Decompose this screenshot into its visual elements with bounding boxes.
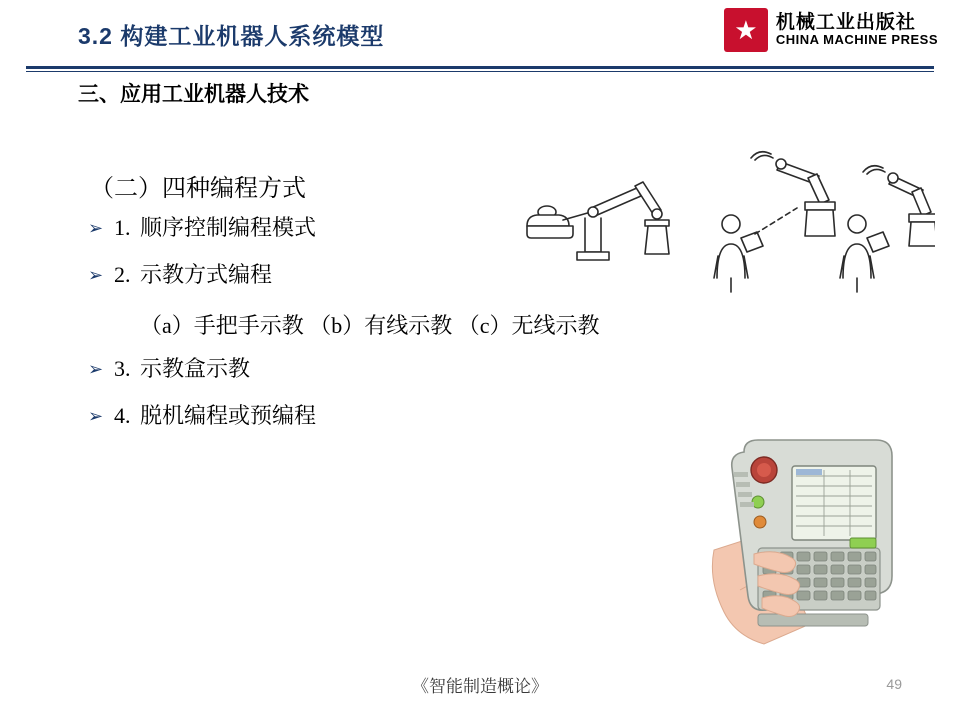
- publisher-logo: [724, 8, 938, 52]
- header-divider: [26, 66, 934, 69]
- header-divider-thin: [26, 71, 934, 72]
- publisher-name-en: CHINA MACHINE PRESS: [775, 32, 938, 48]
- list-item-text: [114, 353, 250, 385]
- section-heading: 三、应用工业机器人技术: [78, 82, 309, 106]
- list-item-label: 示教方式编程: [140, 262, 273, 287]
- robot-teaching-methods-illustration: [505, 130, 935, 295]
- list-item-text: [114, 400, 316, 432]
- page-number: 49: [886, 676, 902, 692]
- page-title: 3.2 构建工业机器人系统模型: [78, 23, 385, 49]
- teaching-methods-caption: （a）手把手示教 （b）有线示教 （c）无线示教: [140, 313, 600, 338]
- footer-title: 《智能制造概论》: [412, 677, 548, 696]
- list-item-label: 顺序控制编程模式: [140, 215, 317, 240]
- arrow-bullet-icon: ➢: [88, 218, 104, 238]
- publisher-name-cn: 机械工业出版社: [775, 12, 916, 34]
- publisher-text: [776, 12, 938, 48]
- arrow-bullet-icon: ➢: [88, 359, 104, 379]
- list-item: [84, 353, 644, 387]
- list-item-number: 3.: [114, 356, 131, 381]
- list-item-text: [114, 259, 272, 291]
- list-item-text: [114, 212, 316, 244]
- subsection-heading: （二）四种编程方式: [90, 176, 306, 202]
- list-item-number: 4.: [114, 403, 131, 428]
- list-item-number: 1.: [114, 215, 131, 240]
- teach-pendant-photo: [700, 430, 935, 655]
- arrow-bullet-icon: ➢: [88, 406, 104, 426]
- slide-header: [0, 0, 960, 70]
- list-item-label: 示教盒示教: [140, 356, 251, 381]
- list-item-label: 脱机编程或预编程: [140, 403, 317, 428]
- list-item-number: 2.: [114, 262, 131, 287]
- red-star-icon: ★: [724, 8, 768, 52]
- arrow-bullet-icon: ➢: [88, 265, 104, 285]
- list-item: [84, 400, 644, 434]
